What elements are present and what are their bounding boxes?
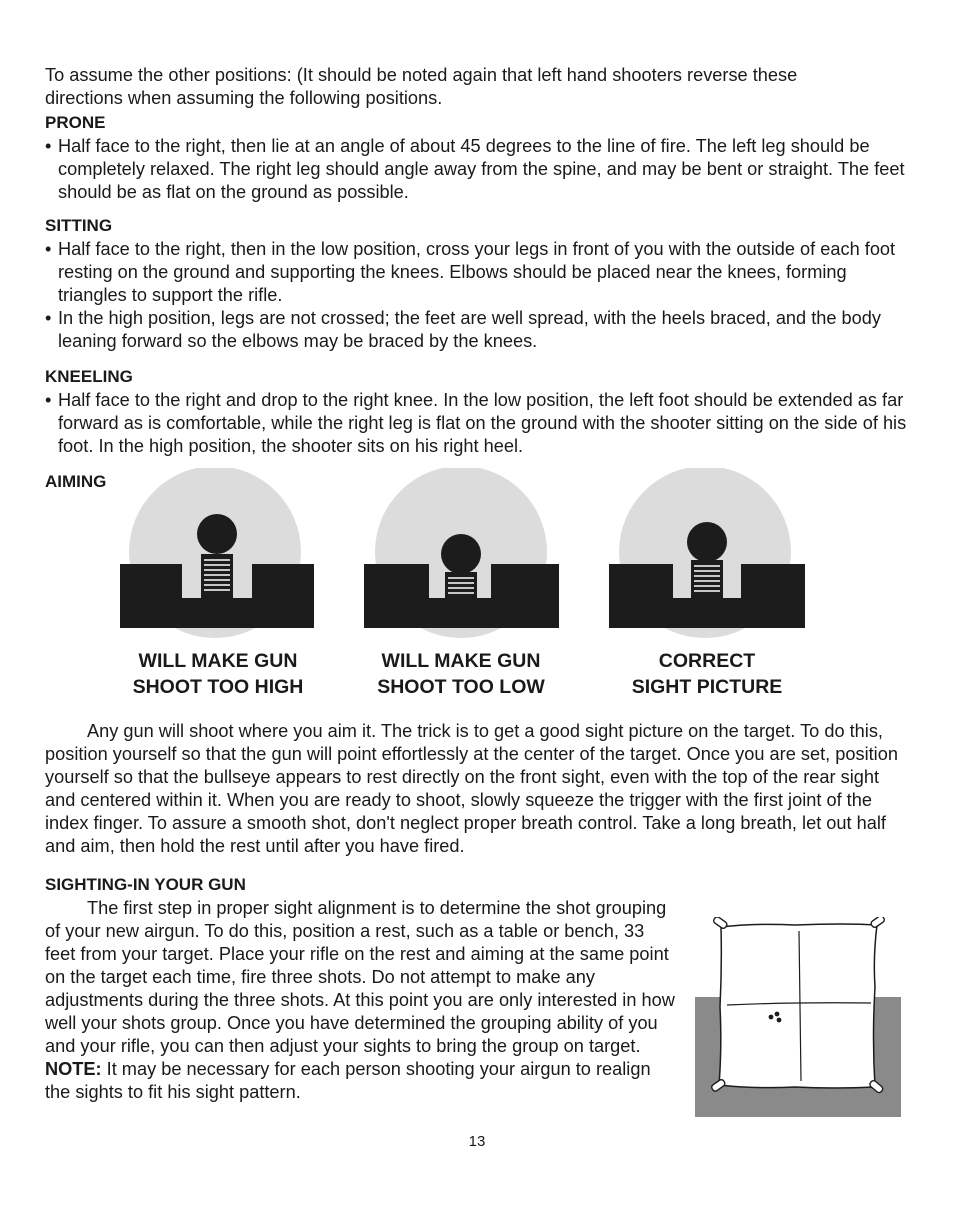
sight-diagram-low bbox=[361, 468, 561, 638]
aiming-heading: AIMING bbox=[45, 472, 107, 491]
sitting-heading: SITTING bbox=[45, 216, 113, 235]
pin-top-left bbox=[713, 917, 728, 929]
kneeling-heading: KNEELING bbox=[45, 367, 133, 386]
front-sight-ridges bbox=[204, 560, 230, 590]
intro-line-1: To assume the other positions: (It should be noted again that left hand shooters reverse these bbox=[45, 65, 798, 85]
intro-line-2: directions when assuming the following positions. bbox=[45, 88, 443, 108]
caption-too-high: WILL MAKE GUN SHOOT TOO HIGH bbox=[132, 650, 304, 698]
sight-picture-correct bbox=[607, 468, 807, 700]
bullseye bbox=[197, 514, 237, 554]
sight-diagram-high bbox=[118, 468, 318, 638]
prone-heading: PRONE bbox=[45, 113, 106, 132]
sitting-text-2: In the high position, legs are not crossed; the feet are well spread, with the heels braced, and the body leaning forward so the elbows may be braced by the knees. bbox=[58, 308, 881, 351]
sight-picture-too-high bbox=[118, 468, 318, 700]
kneeling-bullet bbox=[45, 389, 913, 458]
sight-picture-too-low bbox=[361, 468, 561, 700]
note-label: NOTE: bbox=[45, 1059, 102, 1079]
page-number: 13 bbox=[468, 1133, 486, 1150]
intro-paragraph bbox=[45, 64, 797, 110]
target-on-bench-illustration bbox=[695, 917, 905, 1122]
bullseye bbox=[441, 534, 481, 574]
shot-hole bbox=[775, 1012, 780, 1017]
sitting-bullet-1 bbox=[45, 238, 913, 307]
sight-diagram-correct bbox=[607, 468, 807, 638]
bullet-dot: • bbox=[45, 390, 52, 410]
sitting-text-1: Half face to the right, then in the low position, cross your legs in front of you with the outside of each foot resting on the ground and supporting the knees. Elbows should be placed near the knees, forming triangles to support the rifle. bbox=[58, 239, 896, 305]
sighting-text-after-note: It may be necessary for each person shooting your airgun to realign the sights to fit his sight pattern. bbox=[45, 1059, 651, 1102]
front-sight-post bbox=[445, 572, 477, 598]
pin-top-right bbox=[870, 917, 885, 928]
sighting-in-heading: SIGHTING-IN YOUR GUN bbox=[45, 875, 246, 894]
sighting-text-before-note: The first step in proper sight alignment is to determine the shot grouping of your new airgun. To do this, position a rest, such as a table or bench, 33 feet from your target. Place your rifle on the rest and aiming at the same point on the target each time, fire three shots. Do not attempt to make any adjustments during the three shots. At this point you are only interested in how well your shots group. Once you have determined the grouping ability of you and your rifle, you can then adjust your sights to bring the group on target. bbox=[45, 898, 675, 1056]
caption-too-low: WILL MAKE GUN SHOOT TOO LOW bbox=[377, 650, 545, 698]
kneeling-text: Half face to the right and drop to the right knee. In the low position, the left foot should be extended as far forward as is comfortable, while the right leg is flat on the ground with the shooter sitting on the side of his foot. In the high position, the shooter sits on his right heel. bbox=[58, 390, 907, 456]
sitting-bullet-2 bbox=[45, 307, 913, 353]
shot-hole bbox=[777, 1018, 782, 1023]
prone-bullet bbox=[45, 135, 913, 204]
bullet-dot: • bbox=[45, 308, 52, 328]
caption-correct: CORRECT SIGHT PICTURE bbox=[631, 650, 783, 698]
bullseye bbox=[687, 522, 727, 562]
sighting-in-paragraph bbox=[45, 897, 675, 1104]
shot-hole bbox=[769, 1015, 774, 1020]
target-paper bbox=[719, 924, 877, 1088]
prone-text: Half face to the right, then lie at an angle of about 45 degrees to the line of fire. The left leg should be completely relaxed. The right leg should angle away from the spine, and may be bent or straight. The feet should be as flat on the ground as possible. bbox=[58, 136, 905, 202]
aiming-paragraph: Any gun will shoot where you aim it. The trick is to get a good sight picture on the target. To do this, position yourself so that the gun will point effortlessly at the center of the target. Once you are set, position yourself so that the bullseye appears to rest directly on the front sight, even with the top of the rear sight and centered within it. When you are ready to shoot, slowly squeeze the trigger with the first joint of the index finger. To assure a smooth shot, don't neglect proper breath control. Take a long breath, let out half and aim, then hold the rest until after you have fired. bbox=[45, 721, 898, 856]
bullet-dot: • bbox=[45, 239, 52, 259]
bullet-dot: • bbox=[45, 136, 52, 156]
